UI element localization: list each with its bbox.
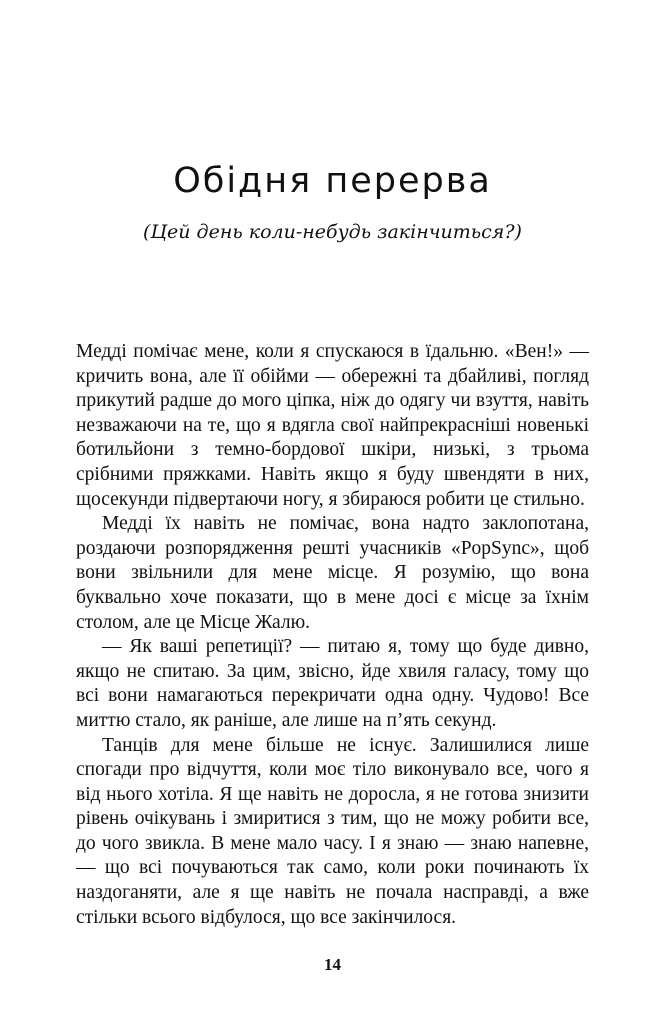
paragraph: Медді їх навіть не помічає, вона надто заклопотана, роздаючи розпорядження решті учасників «PopSync», щоб вони звільнили для мене місце. Я розумію, що вона буквально хоче показати, що в мене досі є місце за їхнім столом, але це Місце Жалю. bbox=[76, 513, 589, 633]
chapter-subtitle: (Цей день коли-небудь закінчиться?) bbox=[143, 221, 522, 243]
chapter-title: Обідня перерва bbox=[173, 161, 492, 201]
page-number: 14 bbox=[324, 955, 341, 974]
paragraph: Медді помічає мене, коли я спускаюся в їдальню. «Вен!» — кричить вона, але її обійми — обережні та дбайливі, погляд прикутий радше до мого ціпка, ніж до одягу чи взуття, навіть незважаючи на те, що я вдягла свої найпрекрасніші новенькі ботильйони з темно-бордової шкіри, низькі, з трьома срібними пряжками. Навіть якщо я буду швендяти в них, щосекунди підвертаючи ногу, я збираюся робити це стильно. bbox=[76, 341, 589, 510]
paragraph: — Як ваші репетиції? — питаю я, тому що буде дивно, якщо не спитаю. За цим, звісно, йде хвиля галасу, тому що всі вони намагаються перекричати одна одну. Чудово! Все миттю стало, як раніше, але лише на п’ять секунд. bbox=[76, 636, 589, 731]
body-text bbox=[76, 340, 589, 930]
paragraph: Танців для мене більше не існує. Залишилися лише спогади про відчуття, коли моє тіло виконувало все, чого я від нього хотіла. Я ще навіть не доросла, я не готова знизити рівень очікувань і змиритися з тим, що не можу робити все, до чого звикла. В мене мало часу. І я знаю — знаю напевне, — що всі почуваються так само, коли роки починають їх наздоганяти, але я ще навіть не почала насправді, а вже стільки всього відбулося, що все закінчилося. bbox=[76, 734, 589, 928]
